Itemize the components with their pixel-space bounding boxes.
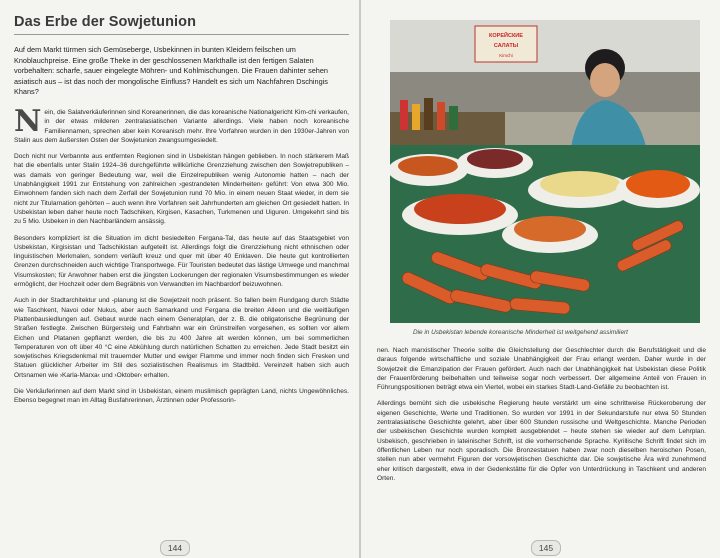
body-paragraph-2: Doch nicht nur Verbannte aus entfernten Regionen sind in Usbekistan hängen geblieben. In noch stärkerem Maß hat die ebenfalls unter Stalin 1924–36 durchgeführte willkürliche Grenzziehung zwischen den Sowjetrepubliken – was damals von geringer Bedeutung war, weil die Einzelrepubliken wenig Autonomie hatten – nach der Unabhängigkeit 1991 zur Entstehung von zahlreichen ›gestrandeten Minderheiten‹ geführt: Von etwa 300 Mio. Einwohnern fanden sich nach dem Zerfall der Sowjetunion rund 70 Mio. in einem neuen Staat wieder, in dem sie nicht zur Titularnation gehörten – auch wenn ihre Vorfahren seit Jahrhunderten am gleichen Ort gesiedelt hatten. In Usbekistan leben daher heute noch Tadschiken, Kirgisen, Kasachen, Turkmenen und Uiguren. Umgekehrt sind bis zu 5 Mio. Usbeken in den Nachbarländern ansässig. bbox=[14, 153, 349, 226]
right-paragraph-2: Allerdings bemüht sich die usbekische Regierung heute verstärkt um eine schrittweise Rückeroberung der eigenen Geschichte, Werte und Traditionen. So wurden vor 1991 in der Sekundarstufe nur etwa 50 Stunden zentralasiatische Geschichte gelehrt, aber über 600 Stunden russische und Weltgeschichte. Manche Perioden der usbekischen Geschichte wurden komplett ausgeblendet – heute stehen sie wieder auf dem Lehrplan. Usbekisch, geschrieben in lateinischer Schrift, ist die vorherrschende Sprache. Kyrillische Schrift findet sich im öffentlichen Leben nur noch sporadisch. Die Bronzestatuen haben zwar noch dieselben heroischen Posen, stellen nun aber vermehrt Figuren der vorsowjetischen Geschichte dar. Die sowjetische Ära wird zunehmend eher kritisch dargestellt, etwa in der Gedenkstätte für die Opfer von Unterdrückung in Taschkent und anderen Orten. bbox=[377, 400, 706, 482]
market-photo-illustration bbox=[390, 20, 700, 323]
body-paragraph-1-text: ein, die Salatverkäuferinnen sind Koreanerinnen, die das koreanische Nationalgericht Kim-chi verkaufen, in der etwas milderen zentralasiatischen Variante allerdings. Viele haben noch koreanische Familiennamen, sprechen aber kein Koreanisch mehr. Ihre Vorfahren wurden in den 1930er-Jahren von Stalin aus dem äußersten Osten der Sowjetunion zwangsumgesiedelt. bbox=[14, 108, 349, 144]
body-paragraph-3: Besonders kompliziert ist die Situation im dicht besiedelten Fergana-Tal, das heute auf das Staatsgebiet von Usbekistan, Kirgisistan und Tadschikistan aufgeteilt ist. Allerdings folgt die Grenzziehung nicht ethnischen oder linguistischen Merkmalen, sondern verläuft kreuz und quer mit über 40 Enklaven. Die heute gut kontrollierten Grenzen durchschneiden auch wichtige Transportwege. Für Touristen bedeutet das lästige Umwege und manchmal Visumskosten; für Anwohner haben erst die jüngsten Lockerungen der regionalen Visumsbestimmungen es wieder ermöglicht, der Hochzeit oder dem Begräbnis von Verwandten im Nachbardorf beizuwohnen. bbox=[14, 234, 349, 289]
lead-paragraph: Auf dem Markt türmen sich Gemüseberge, Usbekinnen in bunten Kleidern feilschen um Knoblauchpreise. Eine große Theke in der geschlossenen Markthalle ist den fertigen Salaten vorbehalten: scharfe, sauer eingelegte Möhren- und Kohlmischungen. Die Frauen dahinter sehen asiatisch aus – ist das noch der mongolische Einfluss? Handelt es sich um Nachfahren Dschingis Khans? bbox=[14, 45, 328, 97]
body-paragraph-1 bbox=[14, 103, 349, 145]
page-number-right: 145 bbox=[531, 540, 561, 556]
body-paragraph-5: Die Verkäuferinnen auf dem Markt sind in Usbekistan, einem muslimisch geprägten Land, nichts Ungewöhnliches. Ebenso begegnet man im Alltag Busfahrerinnen, Ärztinnen oder Professorin- bbox=[14, 387, 349, 405]
photo-caption: Die in Usbekistan lebende koreanische Minderheit ist weitgehend assimiliert bbox=[413, 329, 628, 336]
chapter-title: Das Erbe der Sowjetunion bbox=[14, 14, 197, 30]
svg-text:Kimchi: Kimchi bbox=[499, 53, 513, 58]
page-number-left: 144 bbox=[160, 540, 190, 556]
left-page bbox=[0, 0, 359, 558]
svg-text:КОРЕЙСКИЕ: КОРЕЙСКИЕ bbox=[489, 33, 523, 39]
right-page bbox=[361, 0, 720, 558]
drop-cap: N bbox=[14, 103, 42, 139]
svg-text:САЛАТЫ: САЛАТЫ bbox=[493, 43, 519, 49]
title-rule bbox=[14, 34, 349, 35]
market-photo bbox=[390, 20, 700, 323]
body-paragraph-4: Auch in der Stadtarchitektur und -planung ist die Sowjetzeit noch präsent. So fallen beim Rundgang durch Städte wie Taschkent, Navoi oder Nukus, aber auch Samarkand und Fergana die breiten Alleen und die weitläufigen Plattenbausiedlungen auf. Gebaut wurde nach einem Generalplan, der z. B. die obligatorische Begrünung der Straßen festlegte. Zwischen Bürgersteig und Fahrbahn war ein Grünstreifen vorgesehen, es sollten vor allem Eichen und Platanen gepflanzt werden, die bis zu 400 Jahre alt werden können, um bei sommerlichen Temperaturen von oft über 40 °C eine Abkühlung durch natürlichen Schatten zu erreichen. Jede Stadt besitzt ein sowjetisches Kriegsdenkmal mit trauernder Mutter und ewiger Flamme und immer noch finden sich Fresken und Statuen glücklicher Arbeiter im Stil des sozialistischen Realismus im Stadtbild. Vereinzelt haben sich auch Ortsnamen wie ›Karla-Marxa‹ und ›Oktober‹ erhalten. bbox=[14, 297, 349, 379]
right-paragraph-1: nen. Nach marxistischer Theorie sollte die Gleichstellung der Geschlechter durch die Berufstätigkeit und die daraus folgende wirtschaftliche und soziale Unabhängigkeit der Frau erlangt werden. Daher wurde in der Sowjetzeit die Emanzipation der Frauen gefördert. Auch nach der Unabhängigkeit hat Usbekistan diese Politik der Frauenförderung beibehalten und teilweise sogar noch verbessert. Der allgemeine Anteil von Frauen in Führungspositionen beträgt etwa ein Viertel, wobei ein starkes Stadt-Land-Gefälle zu beobachten ist. bbox=[377, 347, 706, 392]
